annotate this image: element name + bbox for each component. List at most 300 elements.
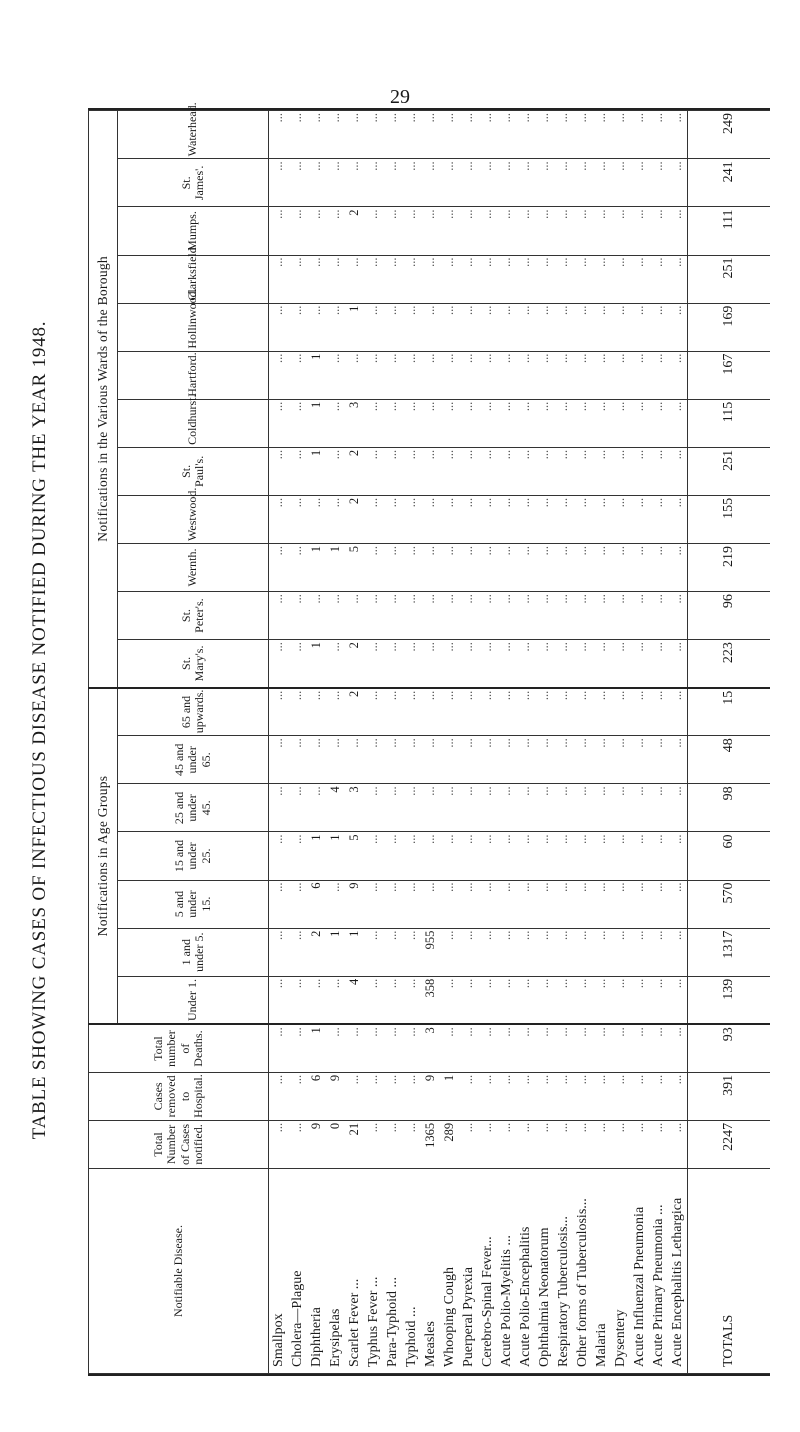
table-cell: ...: [535, 207, 554, 255]
table-cell: ...: [459, 592, 478, 640]
table-row: [459, 111, 478, 1374]
table-cell: ...: [288, 592, 307, 640]
table-cell: ...: [573, 736, 592, 784]
table-cell: ...: [383, 1024, 402, 1072]
table-cell: 1: [307, 832, 326, 880]
table-cell: ...: [402, 784, 421, 832]
table-cell: ...: [554, 928, 573, 976]
table-cell: ...: [497, 447, 516, 495]
table-cell: ...: [535, 784, 554, 832]
table-cell: ...: [421, 736, 440, 784]
disease-name: Dysentery: [611, 1169, 630, 1374]
table-cell: ...: [326, 495, 345, 543]
totals-cell: 115: [688, 399, 771, 447]
table-cell: ...: [440, 303, 459, 351]
table-cell: ...: [307, 303, 326, 351]
table-cell: ...: [364, 495, 383, 543]
table-cell: ...: [554, 159, 573, 207]
table-cell: ...: [592, 159, 611, 207]
table-cell: ...: [269, 592, 289, 640]
table-cell: ...: [611, 688, 630, 736]
table-cell: ...: [326, 111, 345, 159]
table-cell: 289: [440, 1120, 459, 1168]
table-cell: ...: [649, 255, 668, 303]
table-cell: ...: [478, 159, 497, 207]
table-cell: ...: [326, 592, 345, 640]
table-cell: ...: [459, 1120, 478, 1168]
table-cell: ...: [345, 255, 364, 303]
table-cell: ...: [345, 351, 364, 399]
header-age-group: 15 and under 25.: [118, 832, 269, 880]
table-cell: 1: [307, 399, 326, 447]
table-cell: ...: [402, 1120, 421, 1168]
table-cell: 3: [421, 1024, 440, 1072]
table-cell: ...: [649, 447, 668, 495]
header-to-hospital: Cases removed to Hospital.: [89, 1072, 269, 1120]
table-cell: ...: [383, 976, 402, 1024]
table-cell: ...: [535, 928, 554, 976]
disease-name: Puerperal Pyrexia: [459, 1169, 478, 1374]
table-cell: ...: [611, 640, 630, 688]
table-cell: ...: [611, 1072, 630, 1120]
table-cell: ...: [649, 736, 668, 784]
table-cell: ...: [383, 1120, 402, 1168]
table-cell: ...: [535, 447, 554, 495]
table-cell: ...: [668, 688, 688, 736]
table-cell: ...: [402, 640, 421, 688]
table-cell: ...: [288, 1072, 307, 1120]
disease-name: Scarlet Fever ...: [345, 1169, 364, 1374]
table-row: [364, 111, 383, 1374]
table-cell: ...: [611, 1120, 630, 1168]
table-cell: ...: [478, 592, 497, 640]
table-cell: ...: [554, 543, 573, 591]
table-cell: ...: [364, 399, 383, 447]
table-cell: ...: [649, 159, 668, 207]
table-cell: ...: [364, 928, 383, 976]
table-row: [326, 111, 345, 1374]
table-cell: ...: [497, 207, 516, 255]
table-cell: ...: [440, 640, 459, 688]
table-cell: ...: [497, 640, 516, 688]
totals-cell: 167: [688, 351, 771, 399]
table-cell: ...: [421, 399, 440, 447]
totals-cell: 169: [688, 303, 771, 351]
header-age-group: 45 and under 65.: [118, 736, 269, 784]
header-deaths: Total number of Deaths.: [89, 1024, 269, 1072]
table-cell: ...: [592, 207, 611, 255]
table-row: [269, 111, 289, 1374]
table-cell: ...: [592, 688, 611, 736]
header-ward: Hollinwood.: [118, 303, 269, 351]
table-cell: ...: [630, 784, 649, 832]
table-cell: ...: [383, 351, 402, 399]
table-cell: ...: [516, 592, 535, 640]
table-cell: ...: [269, 207, 289, 255]
disease-name: Cholera—Plague: [288, 1169, 307, 1374]
table-cell: ...: [668, 543, 688, 591]
disease-table-frame: [88, 102, 770, 1376]
table-cell: ...: [459, 399, 478, 447]
table-cell: ...: [345, 592, 364, 640]
table-cell: ...: [307, 736, 326, 784]
table-cell: ...: [516, 447, 535, 495]
table-cell: ...: [307, 111, 326, 159]
table-cell: ...: [383, 640, 402, 688]
header-age-group: 1 and under 5.: [118, 928, 269, 976]
totals-cell: 391: [688, 1072, 771, 1120]
table-cell: ...: [421, 784, 440, 832]
table-cell: ...: [630, 1024, 649, 1072]
table-cell: ...: [269, 543, 289, 591]
table-cell: ...: [592, 640, 611, 688]
table-cell: ...: [326, 303, 345, 351]
table-cell: ...: [535, 111, 554, 159]
table-cell: ...: [269, 399, 289, 447]
table-cell: ...: [478, 111, 497, 159]
totals-cell: 111: [688, 207, 771, 255]
disease-name: Ophthalmia Neonatorum: [535, 1169, 554, 1374]
table-cell: 1: [307, 640, 326, 688]
header-ward: Mumps.: [118, 207, 269, 255]
table-cell: ...: [402, 207, 421, 255]
table-cell: ...: [402, 543, 421, 591]
table-cell: ...: [459, 784, 478, 832]
totals-cell: 98: [688, 784, 771, 832]
table-cell: ...: [459, 640, 478, 688]
table-cell: ...: [554, 736, 573, 784]
table-cell: ...: [307, 495, 326, 543]
table-cell: 1: [326, 928, 345, 976]
table-cell: ...: [307, 255, 326, 303]
table-title-text: TABLE SHOWING CASES OF INFECTIOUS DISEASE NOTIFIED DURING THE YEAR 1948.: [29, 320, 50, 1139]
table-cell: ...: [402, 303, 421, 351]
table-cell: ...: [668, 303, 688, 351]
table-row: [307, 111, 326, 1374]
table-cell: ...: [440, 1024, 459, 1072]
table-cell: ...: [288, 784, 307, 832]
table-cell: ...: [383, 111, 402, 159]
table-cell: ...: [288, 207, 307, 255]
table-cell: ...: [630, 736, 649, 784]
table-cell: ...: [326, 447, 345, 495]
table-cell: ...: [649, 688, 668, 736]
table-cell: ...: [668, 111, 688, 159]
table-cell: ...: [649, 399, 668, 447]
table-cell: ...: [573, 255, 592, 303]
table-cell: ...: [402, 928, 421, 976]
table-cell: ...: [630, 159, 649, 207]
table-cell: ...: [668, 928, 688, 976]
table-cell: ...: [364, 543, 383, 591]
table-cell: ...: [307, 159, 326, 207]
totals-cell: 251: [688, 255, 771, 303]
disease-name: Para-Typhoid ...: [383, 1169, 402, 1374]
table-cell: ...: [459, 159, 478, 207]
table-cell: 2: [345, 688, 364, 736]
table-cell: ...: [326, 736, 345, 784]
table-cell: ...: [383, 447, 402, 495]
table-cell: ...: [288, 543, 307, 591]
header-ward: Waterhead.: [118, 111, 269, 159]
table-cell: ...: [288, 399, 307, 447]
table-cell: ...: [668, 159, 688, 207]
notifications-table: [88, 102, 770, 1374]
table-cell: ...: [402, 447, 421, 495]
table-cell: ...: [611, 976, 630, 1024]
table-row: [649, 111, 668, 1374]
table-cell: ...: [649, 640, 668, 688]
table-cell: ...: [630, 976, 649, 1024]
table-cell: ...: [421, 111, 440, 159]
table-cell: 1: [326, 832, 345, 880]
table-cell: ...: [592, 592, 611, 640]
table-cell: ...: [668, 592, 688, 640]
table-cell: ...: [440, 111, 459, 159]
table-cell: ...: [497, 255, 516, 303]
table-cell: 955: [421, 928, 440, 976]
table-cell: ...: [478, 976, 497, 1024]
table-cell: ...: [383, 1072, 402, 1120]
table-cell: ...: [535, 880, 554, 928]
table-cell: ...: [326, 640, 345, 688]
table-cell: ...: [288, 688, 307, 736]
table-cell: ...: [630, 255, 649, 303]
table-cell: ...: [611, 111, 630, 159]
totals-cell: 96: [688, 592, 771, 640]
table-cell: ...: [535, 832, 554, 880]
header-ward: St. Peter's.: [118, 592, 269, 640]
table-cell: ...: [535, 351, 554, 399]
table-cell: ...: [573, 1072, 592, 1120]
table-cell: ...: [592, 447, 611, 495]
table-cell: ...: [630, 447, 649, 495]
table-cell: ...: [668, 640, 688, 688]
table-cell: ...: [421, 543, 440, 591]
totals-cell: 219: [688, 543, 771, 591]
table-cell: ...: [611, 447, 630, 495]
table-cell: ...: [573, 976, 592, 1024]
table-cell: ...: [573, 351, 592, 399]
totals-cell: 249: [688, 111, 771, 159]
table-cell: ...: [478, 495, 497, 543]
table-cell: ...: [535, 640, 554, 688]
table-cell: ...: [288, 303, 307, 351]
table-row: [611, 111, 630, 1374]
table-cell: ...: [649, 1024, 668, 1072]
table-cell: ...: [611, 880, 630, 928]
table-cell: 358: [421, 976, 440, 1024]
table-cell: ...: [402, 255, 421, 303]
table-cell: ...: [668, 399, 688, 447]
table-cell: ...: [668, 447, 688, 495]
table-cell: ...: [440, 880, 459, 928]
table-row: [668, 111, 688, 1374]
table-cell: ...: [383, 543, 402, 591]
table-cell: ...: [516, 351, 535, 399]
table-cell: ...: [307, 592, 326, 640]
table-cell: ...: [459, 495, 478, 543]
table-cell: ...: [440, 447, 459, 495]
table-cell: 9: [345, 880, 364, 928]
table-cell: ...: [516, 1120, 535, 1168]
table-cell: ...: [421, 159, 440, 207]
table-cell: ...: [535, 159, 554, 207]
table-cell: ...: [611, 255, 630, 303]
table-cell: ...: [459, 880, 478, 928]
table-cell: ...: [554, 640, 573, 688]
table-cell: ...: [421, 207, 440, 255]
table-cell: ...: [630, 1072, 649, 1120]
table-cell: ...: [288, 159, 307, 207]
table-cell: ...: [459, 255, 478, 303]
table-cell: ...: [459, 832, 478, 880]
table-cell: ...: [649, 976, 668, 1024]
table-row: [383, 111, 402, 1374]
totals-cell: 60: [688, 832, 771, 880]
table-cell: ...: [649, 1072, 668, 1120]
table-cell: ...: [421, 351, 440, 399]
table-cell: ...: [630, 303, 649, 351]
table-cell: ...: [497, 832, 516, 880]
table-cell: 1: [307, 1024, 326, 1072]
table-cell: ...: [497, 1120, 516, 1168]
disease-name: Diphtheria: [307, 1169, 326, 1374]
table-cell: ...: [516, 640, 535, 688]
header-ward: Coldhurst.: [118, 399, 269, 447]
totals-cell: 223: [688, 640, 771, 688]
table-cell: ...: [288, 832, 307, 880]
table-cell: ...: [364, 159, 383, 207]
table-cell: ...: [269, 976, 289, 1024]
table-cell: ...: [383, 784, 402, 832]
table-cell: ...: [364, 1120, 383, 1168]
header-total-notified: Total Number of Cases notified.: [89, 1120, 269, 1168]
table-cell: ...: [554, 399, 573, 447]
table-cell: ...: [402, 736, 421, 784]
table-cell: ...: [364, 255, 383, 303]
table-cell: ...: [573, 303, 592, 351]
table-cell: ...: [288, 1024, 307, 1072]
table-cell: 9: [421, 1072, 440, 1120]
table-cell: ...: [326, 159, 345, 207]
table-cell: ...: [364, 447, 383, 495]
table-cell: ...: [402, 880, 421, 928]
table-cell: ...: [554, 976, 573, 1024]
table-cell: ...: [497, 784, 516, 832]
table-cell: ...: [649, 303, 668, 351]
table-cell: 6: [307, 1072, 326, 1120]
disease-name: Measles: [421, 1169, 440, 1374]
table-cell: ...: [573, 399, 592, 447]
table-cell: ...: [459, 1072, 478, 1120]
table-cell: ...: [649, 495, 668, 543]
table-cell: ...: [364, 1072, 383, 1120]
table-cell: 6: [307, 880, 326, 928]
table-cell: ...: [326, 1024, 345, 1072]
table-cell: ...: [497, 688, 516, 736]
table-cell: ...: [554, 784, 573, 832]
table-cell: ...: [592, 976, 611, 1024]
table-cell: ...: [573, 207, 592, 255]
header-age-group: 5 and under 15.: [118, 880, 269, 928]
table-cell: ...: [402, 399, 421, 447]
totals-cell: 1317: [688, 928, 771, 976]
table-row: [535, 111, 554, 1374]
table-cell: ...: [516, 399, 535, 447]
table-cell: ...: [383, 832, 402, 880]
table-cell: ...: [421, 495, 440, 543]
table-cell: ...: [288, 351, 307, 399]
table-cell: ...: [383, 399, 402, 447]
table-cell: ...: [649, 880, 668, 928]
table-cell: ...: [649, 207, 668, 255]
table-cell: ...: [668, 1120, 688, 1168]
table-cell: ...: [269, 1024, 289, 1072]
disease-name: Acute Polio-Encephalitis: [516, 1169, 535, 1374]
header-age-group: 25 and under 45.: [118, 784, 269, 832]
table-cell: ...: [402, 159, 421, 207]
page-number: 29: [390, 86, 410, 108]
table-cell: ...: [516, 1024, 535, 1072]
table-cell: ...: [326, 255, 345, 303]
table-cell: ...: [668, 976, 688, 1024]
table-cell: ...: [345, 159, 364, 207]
table-cell: ...: [649, 784, 668, 832]
table-cell: ...: [288, 495, 307, 543]
table-cell: ...: [592, 303, 611, 351]
table-cell: ...: [269, 736, 289, 784]
table-cell: ...: [269, 928, 289, 976]
table-row: [554, 111, 573, 1374]
table-cell: ...: [402, 111, 421, 159]
table-cell: ...: [383, 736, 402, 784]
table-cell: ...: [478, 640, 497, 688]
table-cell: ...: [440, 399, 459, 447]
table-cell: ...: [554, 880, 573, 928]
table-cell: ...: [535, 1120, 554, 1168]
table-cell: ...: [535, 543, 554, 591]
totals-row: [688, 111, 771, 1374]
table-cell: ...: [554, 495, 573, 543]
table-cell: ...: [402, 688, 421, 736]
table-cell: ...: [516, 688, 535, 736]
table-cell: ...: [364, 111, 383, 159]
table-cell: ...: [516, 832, 535, 880]
table-cell: ...: [269, 784, 289, 832]
table-cell: ...: [535, 399, 554, 447]
table-cell: ...: [364, 832, 383, 880]
table-cell: ...: [611, 784, 630, 832]
table-cell: ...: [269, 495, 289, 543]
table-cell: ...: [383, 207, 402, 255]
table-cell: 1: [307, 351, 326, 399]
table-cell: ...: [592, 495, 611, 543]
table-cell: ...: [516, 159, 535, 207]
table-cell: ...: [554, 832, 573, 880]
table-cell: ...: [440, 784, 459, 832]
table-cell: 5: [345, 832, 364, 880]
table-cell: ...: [440, 255, 459, 303]
table-cell: ...: [668, 207, 688, 255]
table-cell: ...: [364, 976, 383, 1024]
table-cell: ...: [478, 399, 497, 447]
totals-cell: 155: [688, 495, 771, 543]
table-cell: ...: [326, 351, 345, 399]
table-cell: ...: [269, 303, 289, 351]
table-cell: ...: [421, 832, 440, 880]
table-cell: ...: [288, 1120, 307, 1168]
